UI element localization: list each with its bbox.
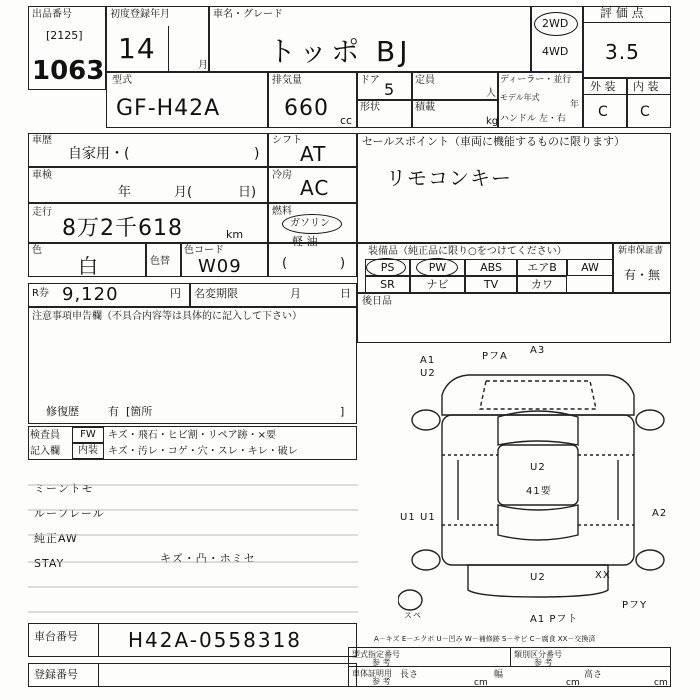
cert-ref: 参 考: [372, 677, 391, 686]
diagram-mark-3: PフA: [482, 351, 508, 362]
equip-pw: PW: [410, 259, 465, 276]
width-unit: cm: [566, 678, 580, 688]
repair-value: 有: [108, 405, 119, 418]
note-line-4: STAY: [34, 557, 65, 570]
interior-label: 内 装: [633, 80, 659, 93]
entry-label: 記入欄: [30, 446, 60, 457]
name-change-label: 名変期限: [194, 287, 238, 300]
exterior-sub-line: [583, 94, 671, 95]
diagram-mark-10: XX: [595, 570, 611, 581]
color-label: 色: [32, 245, 42, 256]
history-box: [28, 133, 268, 167]
equip-aw: AW: [567, 259, 613, 276]
car-name: トッポ BJ: [268, 35, 412, 68]
shift-label: シフト: [272, 135, 302, 146]
fuel-diesel: 軽 油: [292, 235, 318, 248]
handle-label: ハンドル 左・右: [500, 114, 566, 124]
name-change-day: 日: [340, 287, 351, 300]
equipment-label: 装備品（純正品に限り○をつけてください）: [368, 246, 567, 257]
equip-navi: ナビ: [410, 276, 465, 293]
chassis-divider: [98, 623, 99, 657]
color-code: W09: [198, 256, 242, 277]
displacement: 660: [284, 96, 329, 121]
diagram-mark-5: U2: [530, 462, 546, 473]
cert-label: 車体証明用: [352, 669, 392, 678]
warranty-label: 新車保証書: [618, 246, 664, 256]
equip-sr: SR: [365, 276, 410, 293]
inspection-day: 日): [238, 185, 257, 200]
type-designation-ref: 参 考: [372, 658, 391, 667]
inspector-row1: キズ・飛石・ヒビ割・リペア跡・×要: [108, 430, 276, 441]
width-label: 幅: [494, 670, 504, 680]
inspection-month: 月(: [174, 185, 193, 200]
diagram-mark-1: A1: [420, 355, 436, 366]
first-reg-year: 14: [118, 32, 156, 65]
rating-label: 評 価 点: [600, 6, 644, 20]
mileage-label: 走行: [32, 207, 52, 218]
model-label: 型式: [112, 75, 132, 86]
diagram-mark-7: 41要: [526, 486, 552, 497]
km-unit: km: [226, 228, 244, 241]
diagram-mark-8: U1: [420, 512, 436, 523]
inspection-box: [28, 167, 268, 203]
recycle-value: 9,120: [62, 284, 119, 305]
height-unit: cm: [654, 678, 668, 688]
diagram-mark-4: A3: [530, 345, 546, 356]
first-reg-label: 初度登録年月: [110, 9, 170, 20]
later-label: 後日品: [362, 296, 392, 307]
lot-number-label: 出品番号: [32, 9, 72, 20]
paren-open: (: [282, 256, 288, 271]
length-label: 長さ: [400, 670, 419, 680]
model-year-label: モデル年式: [500, 93, 540, 102]
dealer-label: ディーラー・並行: [500, 75, 572, 85]
diagram-mark-13: PフY: [622, 600, 648, 611]
category-ref: 参 考: [534, 658, 553, 667]
model-code: GF-H42A: [116, 96, 221, 121]
history-close: ): [254, 146, 260, 162]
designation-divider: [510, 647, 511, 667]
mileage: 8万2千618: [62, 216, 183, 241]
equip-leather: カワ: [517, 276, 567, 293]
shift: AT: [300, 142, 327, 166]
damage-legend: A－キズ E－エクボ U－凹み W－補修跡 S－サビ C－腐食 XX－交換済: [374, 635, 596, 643]
fuel-gas: ガソリン: [290, 218, 330, 229]
chassis-number: H42A-0558318: [128, 628, 303, 652]
equip-tv: TV: [465, 276, 517, 293]
diagram-mark-9: A2: [652, 508, 668, 519]
exterior-label: 外 装: [590, 80, 616, 93]
recycle-unit: 円: [170, 287, 181, 300]
repair-close: ]: [340, 405, 345, 418]
history-value: 自家用・(: [68, 146, 130, 162]
category-label: 類別区分番号: [514, 650, 562, 659]
repair-label: 修復歴: [46, 405, 79, 418]
diagram-mark-14: スペ: [404, 611, 422, 620]
name-change-month: 月: [290, 287, 301, 300]
seats-label: 定員: [415, 75, 435, 86]
inspection-year: 年: [118, 185, 132, 200]
equip-airbag: エアB: [517, 259, 567, 276]
color-code-label: 色コード: [184, 245, 224, 256]
doors-label: ドア: [360, 75, 380, 86]
recycle-label: R券: [32, 288, 49, 299]
repair-place: [箇所: [126, 405, 153, 418]
diagram-mark-2: U2: [420, 368, 436, 379]
fw-cell: FW: [72, 427, 104, 443]
inspector-label: 検査員: [30, 430, 60, 441]
ac: AC: [300, 176, 330, 200]
equip-ps-circle: [366, 258, 406, 277]
later-box: [357, 293, 671, 343]
month-unit: 月: [198, 60, 208, 71]
length-unit: cm: [474, 678, 488, 688]
note-line-3: 純正AW: [34, 532, 78, 545]
chassis-label: 車台番号: [34, 630, 78, 643]
notes-label: 注意事項申告欄（不具合内容等は具体的に記入して下さい）: [32, 311, 302, 322]
load-label: 積載: [415, 102, 435, 113]
history-label: 車歴: [32, 135, 52, 146]
reg-label: 登録番号: [34, 668, 78, 681]
year-unit: 年: [570, 100, 580, 110]
car-name-label: 車名・グレード: [213, 9, 283, 20]
note-line-2: ルーフレール: [34, 507, 105, 520]
cc-unit: cc: [340, 114, 353, 127]
inspection-label: 車検: [32, 170, 52, 181]
lot-number: 1063: [32, 56, 105, 86]
diagram-mark-6: U1: [400, 512, 416, 523]
height-label: 高さ: [584, 670, 603, 680]
doors: 5: [384, 80, 396, 99]
shape-label: 形状: [360, 102, 380, 113]
note-ruled-lines: [28, 465, 358, 615]
load-unit: kg: [486, 116, 499, 127]
diagram-mark-11: U2: [530, 572, 546, 583]
note-line-1: ミーントモ: [34, 482, 94, 495]
equip-abs: ABS: [465, 259, 517, 276]
note-line-5: キズ・凸・ホミセ: [160, 552, 256, 565]
paren-close: ): [340, 256, 346, 271]
reg-divider: [98, 663, 99, 687]
interior-grade: C: [640, 104, 651, 120]
drive-2wd: 2WD: [542, 17, 569, 30]
rating-header-line: [583, 22, 671, 23]
equip-pw-circle: [416, 258, 458, 277]
interior-cell: 内装: [72, 443, 104, 459]
inspector-row2: キズ・汚レ・コゲ・穴・スレ・キレ・破レ: [108, 446, 298, 457]
sales-points: リモコンキー: [386, 166, 512, 190]
color-change-label: 色替: [150, 256, 170, 267]
type-designation-label: 型式指定番号: [352, 650, 400, 659]
displacement-label: 排気量: [272, 75, 302, 86]
color: 白: [78, 254, 99, 278]
fuel-label: 燃料: [272, 206, 292, 217]
rating-value: 3.5: [605, 40, 640, 64]
drive-4wd: 4WD: [542, 45, 569, 58]
first-reg-divider: [168, 26, 169, 72]
seats-unit: 人: [486, 88, 496, 99]
sales-points-label: セールスポイント（車両に機能するものに限ります）: [362, 135, 626, 148]
warranty-value: 有・無: [624, 268, 661, 282]
diagram-mark-12: A1 Pフト: [530, 614, 579, 625]
equip-ps: PS: [365, 259, 410, 276]
exterior-grade: C: [598, 104, 609, 120]
ac-label: 冷房: [272, 170, 292, 181]
lot-sub-number: [2125]: [46, 29, 83, 42]
